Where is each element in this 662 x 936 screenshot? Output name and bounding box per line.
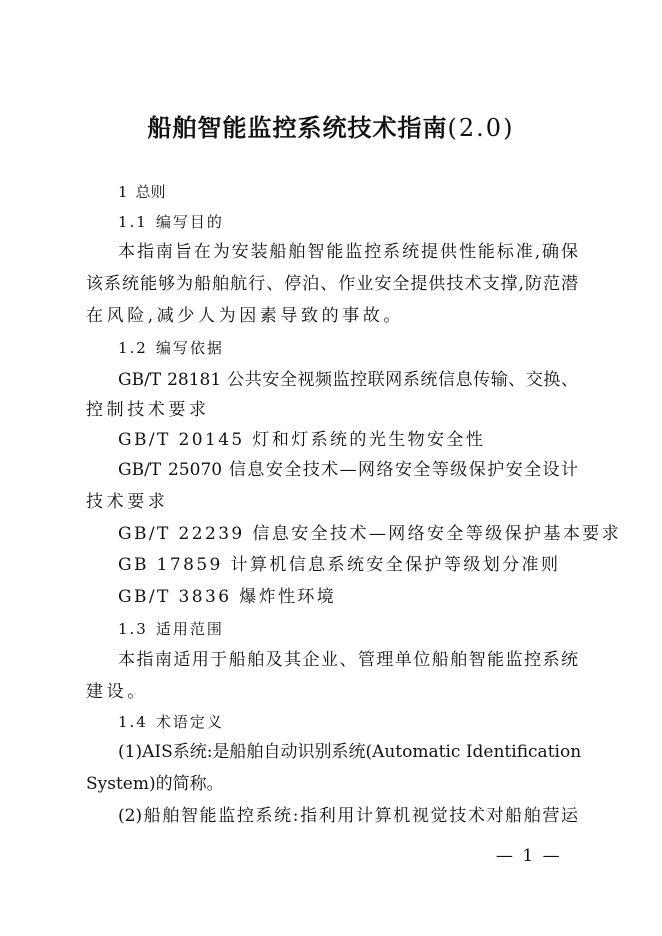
document-title bbox=[0, 108, 662, 143]
standard-line: GB/T 25070 信息安全技术—网络安全等级保护安全设计 bbox=[118, 460, 578, 480]
definition-line: System)的简称。 bbox=[86, 774, 224, 794]
paragraph-line: 建设。 bbox=[86, 682, 148, 702]
title-version: (2.0) bbox=[447, 114, 515, 142]
subsection-heading-1-3: 1.3 适用范围 bbox=[118, 620, 224, 638]
page-number: — 1 — bbox=[496, 846, 562, 866]
standard-line: GB/T 20145 灯和灯系统的光生物安全性 bbox=[118, 430, 486, 450]
definition-line: (2)船舶智能监控系统:指利用计算机视觉技术对船舶营运 bbox=[118, 806, 578, 826]
standard-line: GB/T 22239 信息安全技术—网络安全等级保护基本要求 bbox=[118, 524, 622, 544]
paragraph-line: 本指南旨在为安装船舶智能监控系统提供性能标准,确保 bbox=[118, 242, 578, 262]
subsection-heading-1-4: 1.4 术语定义 bbox=[118, 713, 224, 731]
paragraph-line: 在风险,减少人为因素导致的事故。 bbox=[86, 306, 405, 326]
standard-line: GB/T 28181 公共安全视频监控联网系统信息传输、交换、 bbox=[118, 370, 578, 390]
paragraph-line: 本指南适用于船舶及其企业、管理单位船舶智能监控系统 bbox=[118, 650, 578, 670]
standard-line: GB/T 3836 爆炸性环境 bbox=[118, 587, 337, 607]
subsection-heading-1-1: 1.1 编写目的 bbox=[118, 213, 224, 231]
standard-line: 控制技术要求 bbox=[86, 400, 210, 420]
title-text: 船舶智能监控系统技术指南 bbox=[147, 113, 448, 142]
section-heading-1: 1 总则 bbox=[118, 183, 166, 201]
subsection-heading-1-2: 1.2 编写依据 bbox=[118, 339, 224, 357]
definition-line: (1)AIS系统:是船舶自动识别系统(Automatic Identification bbox=[118, 742, 582, 762]
standard-line: 技术要求 bbox=[86, 492, 169, 512]
paragraph-line: 该系统能够为船舶航行、停泊、作业安全提供技术支撑,防范潜 bbox=[86, 274, 578, 294]
standard-line: GB 17859 计算机信息系统安全保护等级划分准则 bbox=[118, 555, 561, 575]
